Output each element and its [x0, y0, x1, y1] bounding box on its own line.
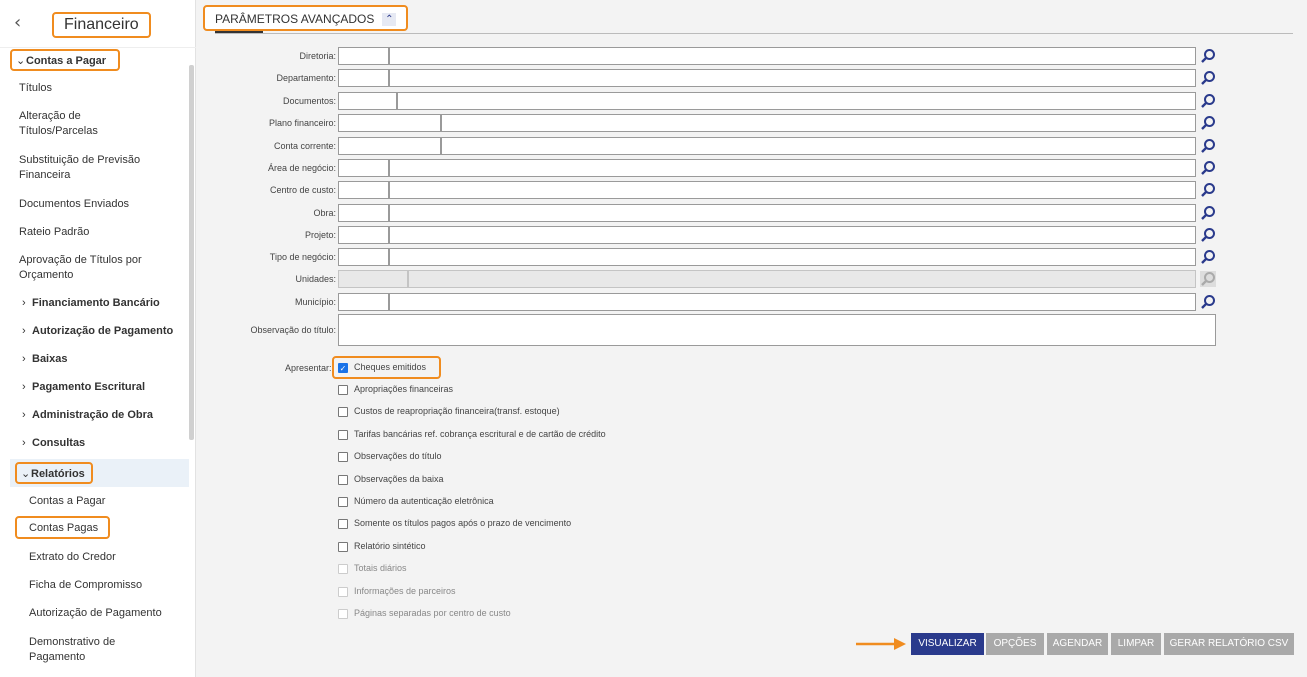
- option-totais-diarios: [338, 563, 407, 574]
- option-paginas-separadas: [338, 608, 511, 619]
- sidebar-item-rel-demonstrativo[interactable]: [29, 635, 115, 665]
- search-icon[interactable]: [1200, 48, 1216, 64]
- sidebar-header: [0, 0, 196, 48]
- sidebar-item-label: Demonstrativo de: [29, 636, 116, 648]
- option-informacoes-parceiros: [338, 586, 456, 597]
- tipo-negocio-desc-input[interactable]: [389, 248, 1196, 266]
- option-label: Informações de parceiros: [354, 586, 456, 596]
- sidebar-group-label: Baixas: [32, 353, 68, 365]
- option-label: Somente os títulos pagos após o prazo de vencimento: [354, 518, 572, 528]
- option-label: Custos de reapropriação financeira(transf. estoque): [354, 406, 560, 416]
- diretoria-desc-input[interactable]: [389, 47, 1196, 65]
- option-tarifas-bancarias[interactable]: [338, 429, 606, 440]
- option-label: Observações do título: [354, 451, 442, 461]
- sidebar-group-autorizacao[interactable]: [22, 325, 173, 337]
- sidebar-group-administracao-obra[interactable]: [22, 409, 153, 421]
- chevron-right-icon: ›: [22, 381, 26, 393]
- search-icon[interactable]: [1200, 138, 1216, 154]
- option-label: Relatório sintético: [354, 541, 426, 551]
- sidebar-item-alteracao[interactable]: [19, 109, 98, 139]
- sidebar-group-financiamento[interactable]: [22, 297, 160, 309]
- search-icon[interactable]: [1200, 115, 1216, 131]
- label-municipio: Município:: [294, 297, 336, 307]
- search-icon[interactable]: [1200, 70, 1216, 86]
- agendar-button[interactable]: AGENDAR: [1047, 633, 1108, 655]
- chevron-right-icon: ›: [22, 297, 26, 309]
- sidebar-item-rateio-padrao[interactable]: Rateio Padrão: [19, 226, 90, 238]
- option-somente-pagos-apos[interactable]: [338, 518, 571, 529]
- plano-financeiro-code-input[interactable]: [338, 114, 441, 132]
- module-title: Financeiro: [52, 12, 151, 38]
- sidebar-item-aprovacao[interactable]: [19, 253, 142, 283]
- sidebar-item-label: Alteração de: [19, 110, 81, 122]
- sidebar-item-rel-extrato-credor[interactable]: Extrato do Credor: [29, 551, 116, 563]
- chevron-right-icon: ›: [22, 437, 26, 449]
- search-icon: [1200, 271, 1216, 287]
- sidebar-item-label: Orçamento: [19, 269, 74, 281]
- option-label: Cheques emitidos: [354, 362, 427, 372]
- centro-custo-code-input[interactable]: [338, 181, 389, 199]
- sidebar-group-contas-a-pagar[interactable]: [10, 49, 120, 71]
- sidebar-group-pagamento-escritural[interactable]: [22, 381, 145, 393]
- label-unidades: Unidades:: [295, 274, 336, 284]
- label-documentos: Documentos:: [282, 96, 336, 106]
- sidebar-item-rel-contas-pagas[interactable]: Contas Pagas: [15, 516, 110, 539]
- departamento-desc-input[interactable]: [389, 69, 1196, 87]
- observacao-titulo-textarea[interactable]: [338, 314, 1216, 346]
- plano-financeiro-desc-input[interactable]: [441, 114, 1196, 132]
- search-icon[interactable]: [1200, 205, 1216, 221]
- area-negocio-code-input[interactable]: [338, 159, 389, 177]
- chevron-right-icon: ›: [22, 325, 26, 337]
- option-label: Apropriações financeiras: [354, 384, 454, 394]
- label-departamento: Departamento:: [276, 73, 336, 83]
- sidebar-item-label: Substituição de Previsão: [19, 154, 141, 166]
- search-icon[interactable]: [1200, 160, 1216, 176]
- sidebar-item-rel-contas-a-pagar[interactable]: Contas a Pagar: [29, 495, 106, 507]
- sidebar-item-label: Financeira: [19, 169, 71, 181]
- option-apropriacoes[interactable]: [338, 384, 453, 395]
- label-observacao-titulo: Observação do título:: [250, 325, 336, 335]
- obra-code-input[interactable]: [338, 204, 389, 222]
- obra-desc-input[interactable]: [389, 204, 1196, 222]
- checkbox-icon[interactable]: [338, 475, 348, 485]
- search-icon[interactable]: [1200, 294, 1216, 310]
- option-relatorio-sintetico[interactable]: [338, 541, 426, 552]
- option-observacoes-baixa[interactable]: [338, 474, 444, 485]
- search-icon[interactable]: [1200, 182, 1216, 198]
- option-label: Tarifas bancárias ref. cobrança escritural e de cartão de crédito: [354, 429, 606, 439]
- sidebar-scrollbar[interactable]: [189, 65, 194, 440]
- projeto-desc-input[interactable]: [389, 226, 1196, 244]
- sidebar-group-label: Administração de Obra: [32, 409, 154, 421]
- visualizar-button[interactable]: VISUALIZAR: [911, 633, 984, 655]
- label-centro-custo: Centro de custo:: [269, 185, 336, 195]
- checkbox-icon[interactable]: [338, 407, 348, 417]
- documentos-desc-input[interactable]: [397, 92, 1196, 110]
- sidebar-group-label: Contas a Pagar: [26, 55, 107, 67]
- diretoria-code-input[interactable]: [338, 47, 389, 65]
- conta-corrente-code-input[interactable]: [338, 137, 441, 155]
- sidebar-group-label: Pagamento Escritural: [32, 381, 146, 393]
- option-observacoes-titulo[interactable]: [338, 451, 442, 462]
- tab-label: PARÂMETROS AVANÇADOS: [215, 12, 375, 26]
- sidebar-group-label: Relatórios: [31, 468, 85, 480]
- label-diretoria: Diretoria:: [299, 51, 336, 61]
- sidebar-group-consultas[interactable]: [22, 437, 85, 449]
- sidebar-item-substituicao[interactable]: [19, 153, 140, 183]
- sidebar-item-documentos-enviados[interactable]: Documentos Enviados: [19, 198, 130, 210]
- option-label: Totais diários: [354, 563, 407, 573]
- municipio-desc-input[interactable]: [389, 293, 1196, 311]
- sidebar-item-rel-autorizacao[interactable]: Autorização de Pagamento: [29, 607, 162, 619]
- gerar-csv-button[interactable]: GERAR RELATÓRIO CSV: [1164, 633, 1294, 655]
- tab-divider: [215, 33, 1293, 34]
- sidebar-group-relatorios[interactable]: [15, 462, 93, 484]
- sidebar: [0, 0, 196, 677]
- checkbox-icon[interactable]: [338, 452, 348, 462]
- tipo-negocio-code-input[interactable]: [338, 248, 389, 266]
- limpar-button[interactable]: LIMPAR: [1111, 633, 1161, 655]
- label-plano-financeiro: Plano financeiro:: [268, 118, 336, 128]
- sidebar-item-label: Aprovação de Títulos por: [19, 254, 142, 266]
- checkbox-icon: [338, 564, 348, 574]
- chevron-right-icon: ›: [22, 409, 26, 421]
- departamento-code-input[interactable]: [338, 69, 389, 87]
- projeto-code-input[interactable]: [338, 226, 389, 244]
- unidades-desc-input: [408, 270, 1196, 288]
- checkbox-icon[interactable]: [338, 385, 348, 395]
- sidebar-item-label: Títulos/Parcelas: [19, 125, 98, 137]
- sidebar-item-titulos[interactable]: Títulos: [19, 82, 53, 94]
- option-numero-autenticacao[interactable]: [338, 496, 494, 507]
- unidades-code-input: [338, 270, 408, 288]
- option-label: Número da autenticação eletrônica: [354, 496, 494, 506]
- sidebar-item-rel-ficha-compromisso[interactable]: Ficha de Compromisso: [29, 579, 143, 591]
- sidebar-group-label: Autorização de Pagamento: [32, 325, 174, 337]
- search-icon[interactable]: [1200, 227, 1216, 243]
- checkbox-icon[interactable]: [338, 519, 348, 529]
- sidebar-group-label: Consultas: [32, 437, 86, 449]
- sidebar-group-baixas[interactable]: [22, 353, 67, 365]
- double-chevron-up-icon[interactable]: ⌃: [382, 13, 396, 26]
- sidebar-item-label: Pagamento: [29, 651, 86, 663]
- opcoes-button[interactable]: OPÇÕES: [986, 633, 1044, 655]
- chevron-down-icon: ⌄: [21, 468, 31, 480]
- chevron-down-icon: ⌄: [16, 55, 26, 67]
- option-custos-reapropriacao[interactable]: [338, 406, 560, 417]
- option-cheques-emitidos[interactable]: [338, 362, 426, 373]
- chevron-right-icon: ›: [22, 353, 26, 365]
- apresentar-label: Apresentar:: [285, 363, 332, 373]
- arrow-right-icon: [856, 637, 906, 651]
- search-icon[interactable]: [1200, 93, 1216, 109]
- centro-custo-desc-input[interactable]: [389, 181, 1196, 199]
- checkbox-icon[interactable]: [338, 542, 348, 552]
- checkbox-icon: [338, 609, 348, 619]
- checkbox-icon[interactable]: [338, 430, 348, 440]
- label-projeto: Projeto:: [304, 230, 336, 240]
- option-label: Páginas separadas por centro de custo: [354, 608, 511, 618]
- checkbox-checked-icon[interactable]: ✓: [339, 363, 347, 373]
- label-area-negocio: Área de negócio:: [267, 163, 336, 173]
- search-icon[interactable]: [1200, 249, 1216, 265]
- documentos-code-input[interactable]: [338, 92, 397, 110]
- municipio-code-input[interactable]: [338, 293, 389, 311]
- label-tipo-negocio: Tipo de negócio:: [269, 252, 336, 262]
- option-label: Observações da baixa: [354, 474, 444, 484]
- tab-parametros-avancados[interactable]: [203, 5, 408, 31]
- checkbox-icon: [338, 587, 348, 597]
- conta-corrente-desc-input[interactable]: [441, 137, 1196, 155]
- chevron-left-icon[interactable]: ‹: [14, 12, 22, 33]
- checkbox-icon[interactable]: [338, 497, 348, 507]
- area-negocio-desc-input[interactable]: [389, 159, 1196, 177]
- label-obra: Obra:: [313, 208, 336, 218]
- sidebar-group-label: Financiamento Bancário: [32, 297, 160, 309]
- label-conta-corrente: Conta corrente:: [273, 141, 336, 151]
